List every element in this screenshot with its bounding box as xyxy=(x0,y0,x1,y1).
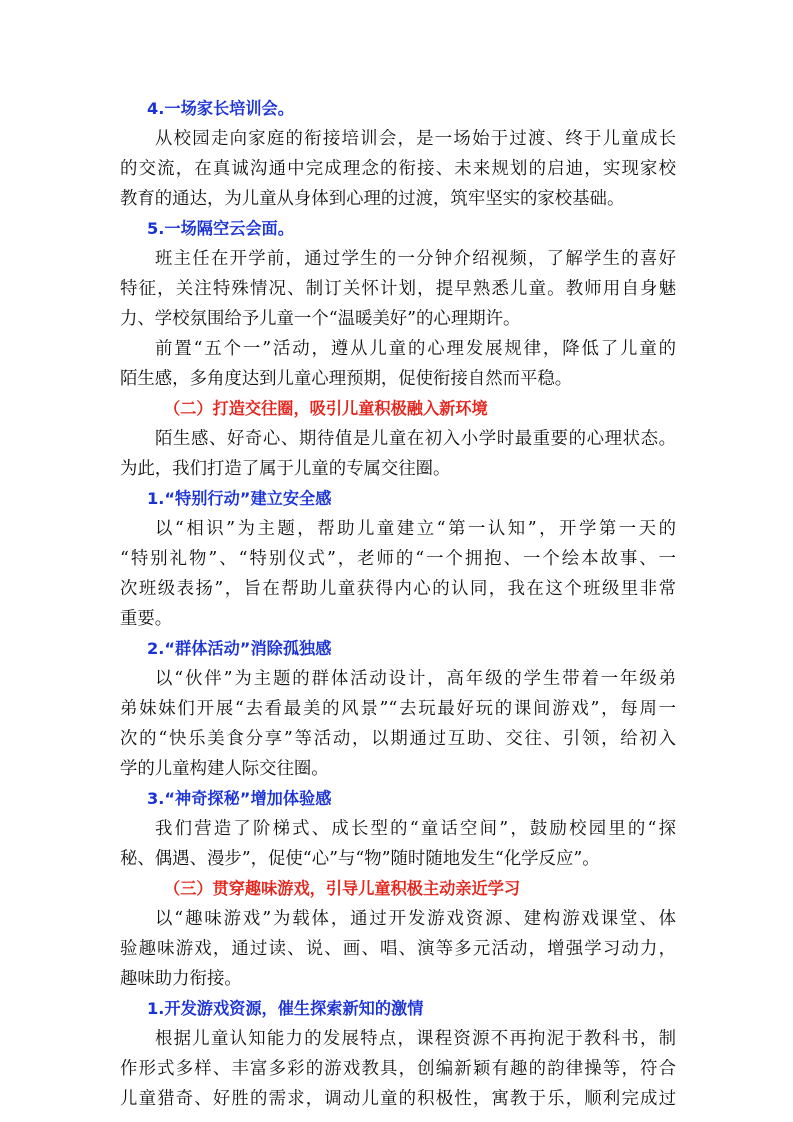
paragraph-line: 以“伙伴”为主题的群体活动设计，高年级的学生带着一年级弟 xyxy=(155,669,676,689)
paragraph-line: 儿童猎奇、好胜的需求，调动儿童的积极性，寓教于乐，顺利完成过 xyxy=(120,1089,676,1109)
paragraph-line: 陌生感，多角度达到儿童心理预期，促使衔接自然而平稳。 xyxy=(120,369,573,389)
paragraph-line: 次的“快乐美食分享”等活动，以期通过互助、交往、引领，给初入 xyxy=(120,729,676,749)
paragraph-line: 秘、偶遇、漫步”，促使“心”与“物”随时随地发生“化学反应”。 xyxy=(120,849,600,869)
subheading-text: 2.“群体活动”消除孤独感 xyxy=(147,639,332,658)
paragraph-line: 验趣味游戏，通过读、说、画、唱、演等多元活动，增强学习动力， xyxy=(120,939,676,959)
paragraph-line: 以“相识”为主题，帮助儿童建立“第一认知”，开学第一天的 xyxy=(155,519,676,539)
paragraph-line: 为此，我们打造了属于儿童的专属交往圈。 xyxy=(120,459,451,479)
paragraph-line: 力、学校氛围给予儿童一个“温暖美好”的心理期许。 xyxy=(120,309,521,329)
paragraph-line: 以“趣味游戏”为载体，通过开发游戏资源、建构游戏课堂、体 xyxy=(155,909,676,929)
paragraph-line: 重要。 xyxy=(120,609,173,629)
paragraph-line: 次班级表扬”，旨在帮助儿童获得内心的认同，我在这个班级里非常 xyxy=(120,579,676,599)
paragraph xyxy=(120,244,676,334)
subheading-text: 5.一场隔空云会面。 xyxy=(147,219,294,238)
paragraph xyxy=(120,1024,676,1114)
subheading-text: 1.开发游戏资源，催生探索新知的激情 xyxy=(147,999,424,1018)
paragraph-line: 教育的通达，为儿童从身体到心理的过渡，筑牢坚实的家校基础。 xyxy=(120,189,625,209)
paragraph xyxy=(120,334,676,394)
subheading xyxy=(120,94,676,124)
paragraph-line: 从校园走向家庭的衔接培训会，是一场始于过渡、终于儿童成长 xyxy=(155,129,676,149)
paragraph xyxy=(120,664,676,784)
paragraph xyxy=(120,904,676,994)
subheading xyxy=(120,634,676,664)
paragraph-line: “特别礼物”、“特别仪式”，老师的“一个拥抱、一个绘本故事、一 xyxy=(120,549,676,569)
paragraph-line: 学的儿童构建人际交往圈。 xyxy=(120,759,329,779)
subheading-text: 1.“特别行动”建立安全感 xyxy=(147,489,332,508)
paragraph xyxy=(120,514,676,634)
document-body xyxy=(120,94,676,1114)
paragraph-line: 陌生感、好奇心、期待值是儿童在初入小学时最重要的心理状态。 xyxy=(155,429,676,449)
subheading-text: 4.一场家长培训会。 xyxy=(147,99,294,118)
subheading xyxy=(120,994,676,1024)
subheading xyxy=(120,214,676,244)
section-heading xyxy=(120,394,676,424)
paragraph-line: 的交流，在真诚沟通中完成理念的衔接、未来规划的启迪，实现家校 xyxy=(120,159,676,179)
paragraph-line: 作形式多样、丰富多彩的游戏教具，创编新颖有趣的韵律操等，符合 xyxy=(120,1059,676,1079)
paragraph-line: 弟妹妹们开展“去看最美的风景”“去玩最好玩的课间游戏”，每周一 xyxy=(120,699,676,719)
paragraph-line: 我们营造了阶梯式、成长型的“童话空间”，鼓励校园里的“探 xyxy=(155,819,676,839)
paragraph-line: 根据儿童认知能力的发展特点，课程资源不再拘泥于教科书，制 xyxy=(155,1029,676,1049)
subheading xyxy=(120,784,676,814)
paragraph-line: 班主任在开学前，通过学生的一分钟介绍视频，了解学生的喜好 xyxy=(155,249,676,269)
paragraph xyxy=(120,814,676,874)
paragraph-line: 趣味助力衔接。 xyxy=(120,969,242,989)
section-heading xyxy=(120,874,676,904)
subheading xyxy=(120,484,676,514)
paragraph xyxy=(120,124,676,214)
section-heading-text: （三）贯穿趣味游戏，引导儿童积极主动亲近学习 xyxy=(164,879,521,898)
paragraph xyxy=(120,424,676,484)
section-heading-text: （二）打造交往圈，吸引儿童积极融入新环境 xyxy=(164,399,488,418)
paragraph-line: 特征，关注特殊情况、制订关怀计划，提早熟悉儿童。教师用自身魅 xyxy=(120,279,676,299)
paragraph-line: 前置“五个一”活动，遵从儿童的心理发展规律，降低了儿童的 xyxy=(155,339,676,359)
subheading-text: 3.“神奇探秘”增加体验感 xyxy=(147,789,332,808)
